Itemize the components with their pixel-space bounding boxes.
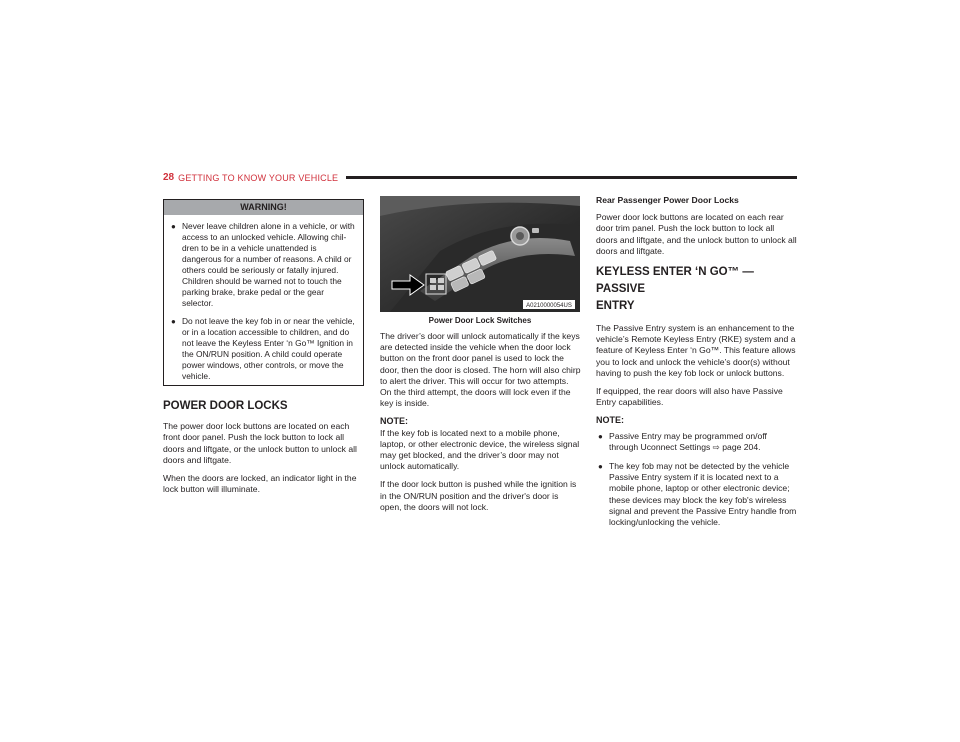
page-reference-link[interactable]: page 204. [722,441,761,452]
paragraph: Power door lock buttons are located on each rear door trim panel. Push the lock button to lock all doors and liftgate, and the unlock button to unlock all doors and liftgate. [596,212,797,256]
note-item [598,461,798,528]
rear-passenger-heading: Rear Passenger Power Door Locks [596,195,739,205]
bullet-icon: ● [171,317,176,326]
paragraph: The driver’s door will unlock automatically if the keys are detected inside the vehicle when the door lock button on the front door panel is used to lock the door, then the door is closed. The horn will also chirp to alert the driver. This will occur for two attempts. On the third attempt, the doors will lock even if the key is inside. [380,331,581,409]
power-door-locks-heading: POWER DOOR LOCKS [163,400,288,412]
figure-caption: Power Door Lock Switches [428,316,532,325]
header-rule [346,176,797,179]
page-reference-arrow-icon: ⇨ [712,441,720,452]
warning-box [163,199,364,386]
power-door-lock-switches-image [380,196,580,312]
figure-code: A0210000054US [526,303,572,309]
note-list [596,431,798,529]
paragraph: The power door lock buttons are located on each front door panel. Push the lock button to lock all doors and liftgate, or the unlock button to unlock all doors and liftgate. [163,421,357,465]
warning-item [171,221,355,309]
bullet-icon: ● [598,431,603,441]
bullet-icon: ● [598,462,603,472]
warning-item-text: Never leave children alone in a vehicle, or with access to an unlocked vehicle. Allowing chil-dren to be in a vehicle unattended is dangerous for a number of reasons. A child or others could be seriously or fatally injured. Children should be warned not to touch the parking brake, brake pedal or the gear selector. [182,221,355,308]
keyless-enter-heading [596,264,798,315]
paragraph: When the doors are locked, an indicator light in the lock button will illuminate. [163,473,357,495]
power-door-locks-section [163,401,365,502]
page-header [163,172,797,183]
right-column [596,195,798,536]
keyless-heading-line1: KEYLESS ENTER ‘N GO™ — PASSIVE [596,266,754,296]
warning-list [164,215,363,382]
warning-item-text: Do not leave the key fob in or near the vehicle, or in a location accessible to children, and do not leave the Keyless Enter ‘n Go™ Ignition in the ON/RUN position. A child could operate power windows, other controls, or move the vehicle. [182,316,355,381]
warning-title: WARNING! [164,200,363,215]
note-label: NOTE: [596,415,624,426]
note-item [598,430,798,453]
page-number: 28 [163,172,175,183]
paragraph: The Passive Entry system is an enhancement to the vehicle’s Remote Keyless Entry (RKE) system and a feature of Keyless Enter ‘n Go™. This feature allows you to lock and unlock the vehicle’s door(s) without having to push the key fob lock or unlock buttons. [596,323,796,378]
note-label: NOTE: [380,416,408,427]
warning-item [171,316,355,382]
keyless-heading-line2: ENTRY [596,300,635,313]
paragraph: If equipped, the rear doors will also have Passive Entry capabilities. [596,386,783,408]
note-item-text: Passive Entry may be programmed on/off through Uconnect Settings [609,430,767,452]
note-text: If the key fob is located next to a mobile phone, laptop, or other electronic device, the wireless signal may get blocked, and the driver’s door may not unlock automatically. [380,427,580,472]
section-title: GETTING TO KNOW YOUR VEHICLE [178,172,339,183]
middle-column [380,331,581,520]
bullet-icon: ● [171,222,176,231]
note-item-text: The key fob may not be detected by the vehicle Passive Entry system if it is located next to a mobile phone, laptop or other electronic device; these devices may block the key fob's wireless signal and prevent the Passive Entry handle from locking/unlocking the vehicle. [609,461,797,528]
paragraph: If the door lock button is pushed while the ignition is in the ON/RUN position and the driver's door is open, the doors will not lock. [380,479,577,512]
